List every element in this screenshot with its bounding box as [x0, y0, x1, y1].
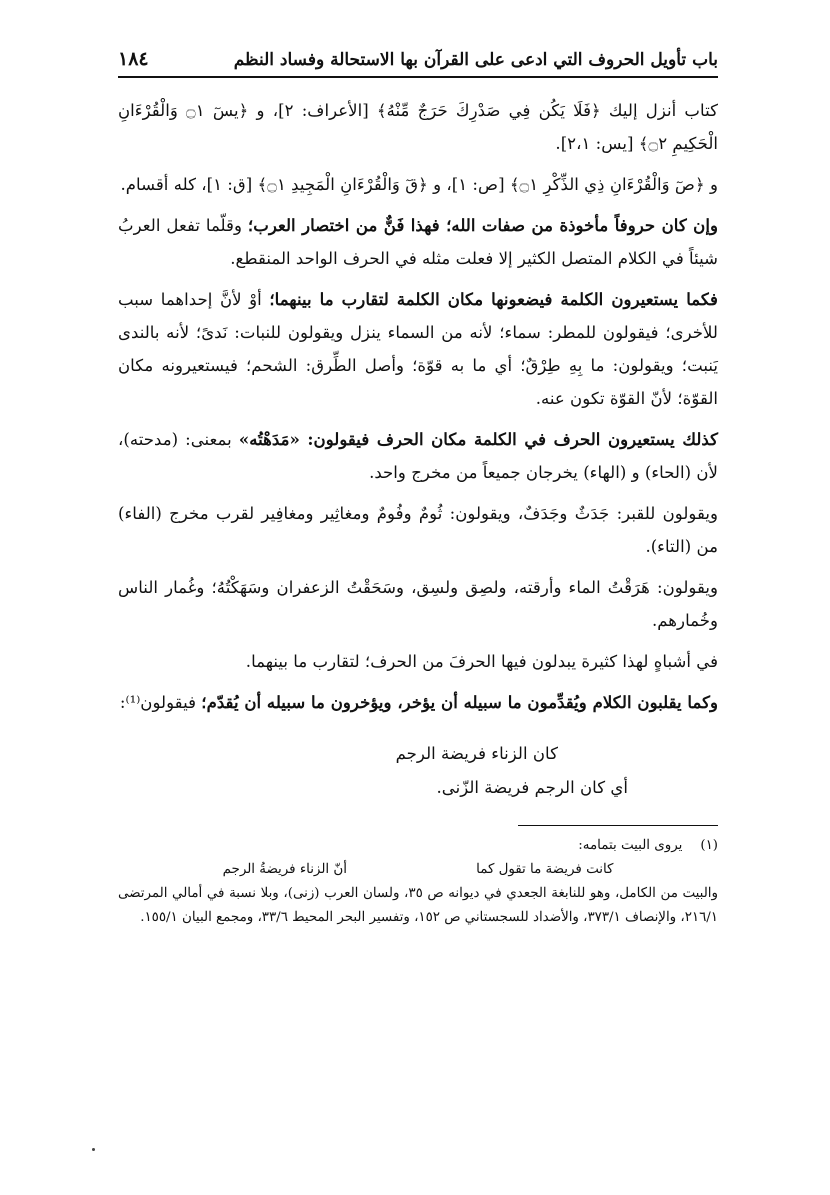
paragraph: ويقولون: هَرَقْتُ الماء وأرقته، ولصِق ولسِق، وسَحَقْتُ الزعفران وسَهَكْتُهُ؛ وغُمار الناس وخُمارهم.	[118, 578, 718, 630]
main-text	[118, 94, 718, 805]
running-header	[118, 48, 718, 78]
verse-explanation: أي كان الرجم فريضة الزّنى.	[436, 778, 628, 797]
footnote-hemistich-2: أنّ الزناء فريضةُ الرجم	[222, 862, 347, 877]
print-speck	[92, 1148, 95, 1151]
paragraph: وكما يقلبون الكلام ويُقدِّمون ما سبيله أن يؤخر، ويؤخرون ما سبيله أن يُقدّم؛ فيقولون⁽¹⁾:	[119, 692, 718, 712]
paragraph: كذلك يستعيرون الحرف في الكلمة مكان الحرف فيقولون: «مَدَهْتُه» بمعنى: (مدحته)، لأن (الحاء) و (الهاء) يخرجان جميعاً من مخرج واحد.	[118, 429, 718, 482]
poetry-verse	[118, 737, 718, 805]
paragraph: ويقولون للقبر: جَدَثٌ وجَدَفٌ، ويقولون: ثُومٌ وفُومٌ ومغاثِير ومغافِير لقرب مخرج (الفاء) من (التاء).	[118, 504, 718, 556]
footnote-number: (١)	[700, 838, 718, 853]
footnote-text: والبيت من الكامل، وهو للنابغة الجعدي في ديوانه ص ٣٥، ولسان العرب (زنى)، وبلا نسبة في أمالي المرتضى ٢١٦/١، والإنصاف ٣٧٣/١، والأضداد للسجستاني ص ١٥٢، وتفسير البحر المحيط ٣٣/٦، ومجمع البيان ١٥٥/١.	[118, 886, 718, 925]
paragraph: و ﴿صٓ وَالْقُرْءَانِ ذِي الذِّكْرِ ۝١﴾ [ص: ١]، و ﴿قٓ وَالْقُرْءَانِ الْمَجِيدِ ۝١﴾ [ق: ١]، كله أقسام.	[120, 175, 718, 194]
paragraph: وإن كان حروفاً مأخوذة من صفات الله؛ فهذا فَنٌّ من اختصار العرب؛ وقلّما تفعل العربُ شيئاً في الكلام المتصل الكثير إلا فعلت مثله في الحرف الواحد المنقطع.	[118, 215, 718, 268]
chapter-title: باب تأويل الحروف التي ادعى على القرآن بها الاستحالة وفساد النظم	[233, 50, 718, 70]
verse-line: كان الزناء فريضة الرجم	[395, 744, 558, 763]
footnote-hemistich-1: كانت فريضة ما تقول كما	[476, 862, 614, 877]
page-number: ١٨٤	[118, 48, 149, 70]
footnote-verse	[118, 858, 718, 882]
footnote	[118, 834, 718, 930]
paragraph: في أشباهٍ لهذا كثيرة يبدلون فيها الحرفَ من الحرف؛ لتقارب ما بينهما.	[245, 652, 718, 671]
footnote-intro: يروى البيت بتمامه:	[578, 838, 683, 853]
paragraph: فكما يستعيرون الكلمة فيضعونها مكان الكلمة لتقارب ما بينهما؛ أوْ لأنَّ إحداهما سبب للأخرى؛ فيقولون للمطر: سماء؛ لأنه من السماء ينزل ويقولون للنبات: نَدىً؛ لأنه بالندى يَنبت؛ ويقولون: ما بِهِ طِرْقٌ؛ أي ما به قوّة؛ وأصل الطِّرق: الشحم؛ فيستعيرونه مكان القوّة؛ لأنّ القوّة تكون عنه.	[118, 289, 718, 408]
paragraph: كتاب أنزل إليك ﴿فَلَا يَكُن فِي صَدْرِكَ حَرَجٌ مِّنْهُ﴾ [الأعراف: ٢]، و ﴿يسٓ ۝١ وَالْقُرْءَانِ الْحَكِيمِ ۝٢﴾ [يس: ٢،١].	[118, 101, 718, 153]
footnote-divider	[518, 825, 718, 826]
